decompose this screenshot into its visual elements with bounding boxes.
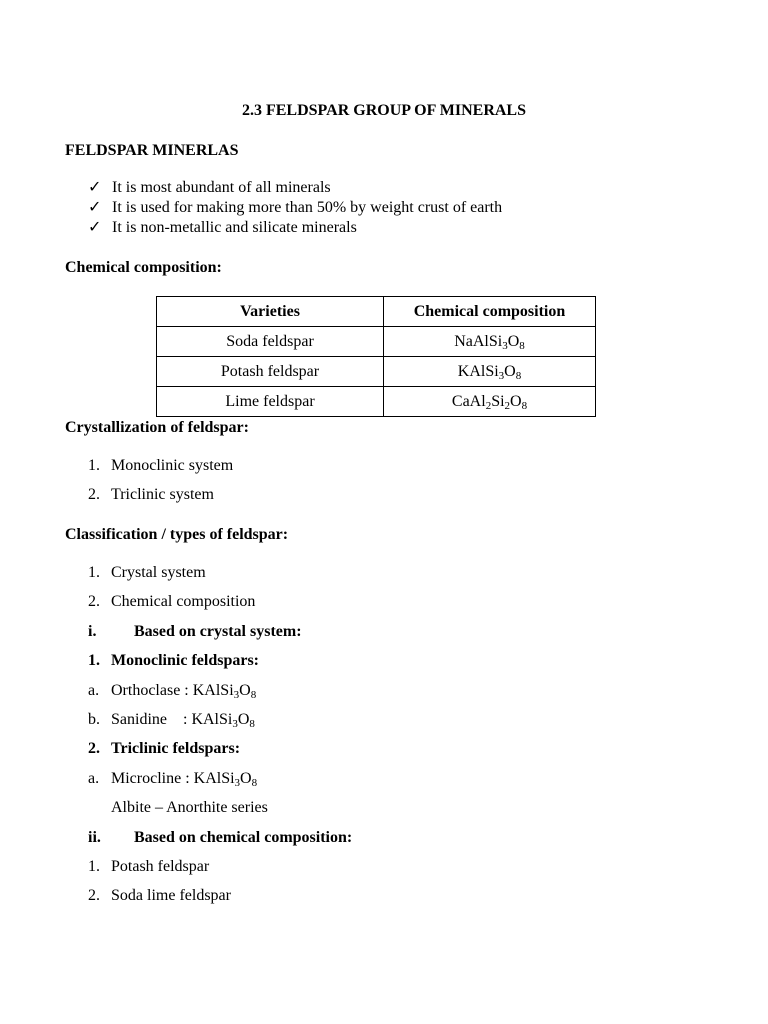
list-item xyxy=(88,592,255,612)
list-number: 1. xyxy=(88,457,100,474)
list-item xyxy=(88,857,209,877)
subheading-chemical-composition xyxy=(88,828,352,848)
list-item xyxy=(88,710,255,730)
variety-cell: Potash feldspar xyxy=(157,357,384,387)
checkmark-icon: ✓ xyxy=(88,179,102,196)
list-number: ii. xyxy=(88,829,101,846)
list-item xyxy=(88,681,256,701)
list-text: Orthoclase : $KAlSi_3O_8$ xyxy=(111,682,257,701)
list-number: 1. xyxy=(88,858,100,875)
list-text: Crystal system xyxy=(111,564,206,581)
section-heading-crystallization: Crystallization of feldspar: xyxy=(65,419,249,436)
list-number: b. xyxy=(88,711,100,728)
list-number: 2. xyxy=(88,486,100,503)
list-number: 2. xyxy=(88,887,100,904)
list-text: Microcline : $KAlSi_3O_8$ xyxy=(111,770,258,789)
formula-cell: $NaAlSi_3O_8$ xyxy=(384,327,596,357)
table-row xyxy=(157,357,596,387)
subheading-monoclinic xyxy=(88,651,259,671)
list-text: Chemical composition xyxy=(111,593,256,610)
list-item xyxy=(88,485,214,505)
list-number: 2. xyxy=(88,593,100,610)
section-heading-classification: Classification / types of feldspar: xyxy=(65,526,289,543)
list-number: 1. xyxy=(88,652,100,669)
section-heading-chemical-composition: Chemical composition: xyxy=(65,259,222,276)
list-text: Soda lime feldspar xyxy=(111,887,231,904)
list-number: a. xyxy=(88,682,100,699)
bullet-text: It is most abundant of all minerals xyxy=(112,179,331,196)
list-item xyxy=(88,563,206,583)
section-heading-feldspar-minerals: FELDSPAR MINERLAS xyxy=(65,142,239,159)
column-header-varieties: Varieties xyxy=(157,297,384,327)
bullet-item xyxy=(88,178,331,198)
table-row xyxy=(157,387,596,417)
subheading-crystal-system xyxy=(88,622,302,642)
list-number: a. xyxy=(88,770,100,787)
bullet-text: It is used for making more than 50% by weight crust of earth xyxy=(112,199,503,216)
list-text: Monoclinic system xyxy=(111,457,234,474)
albite-series-text: Albite – Anorthite series xyxy=(111,799,268,816)
list-text: Sanidine : $KAlSi_3O_8$ xyxy=(111,711,255,730)
bullet-item xyxy=(88,218,357,238)
checkmark-icon: ✓ xyxy=(88,199,102,216)
subheading-text: Based on crystal system: xyxy=(134,623,302,640)
subheading-triclinic xyxy=(88,739,240,759)
list-item xyxy=(88,456,233,476)
page-title: 2.3 FELDSPAR GROUP OF MINERALS xyxy=(241,102,526,119)
composition-table xyxy=(156,296,596,417)
list-text: Potash feldspar xyxy=(111,858,210,875)
subheading-text: Monoclinic feldspars: xyxy=(111,652,259,669)
bullet-text: It is non-metallic and silicate minerals xyxy=(112,219,357,236)
formula-cell: $KAlSi_3O_8$ xyxy=(384,357,596,387)
list-item xyxy=(88,769,257,789)
list-item xyxy=(88,886,231,906)
variety-cell: Lime feldspar xyxy=(157,387,384,417)
list-text: Triclinic system xyxy=(111,486,214,503)
checkmark-icon: ✓ xyxy=(88,219,102,236)
column-header-composition: Chemical composition xyxy=(384,297,596,327)
bullet-item xyxy=(88,198,502,218)
subheading-text: Based on chemical composition: xyxy=(134,829,353,846)
table-row xyxy=(157,327,596,357)
subheading-text: Triclinic feldspars: xyxy=(111,740,241,757)
list-number: i. xyxy=(88,623,97,640)
list-number: 1. xyxy=(88,564,100,581)
formula-cell: $CaAl_2Si_2O_8$ xyxy=(384,387,596,417)
list-number: 2. xyxy=(88,740,100,757)
variety-cell: Soda feldspar xyxy=(157,327,384,357)
table-header-row xyxy=(157,297,596,327)
